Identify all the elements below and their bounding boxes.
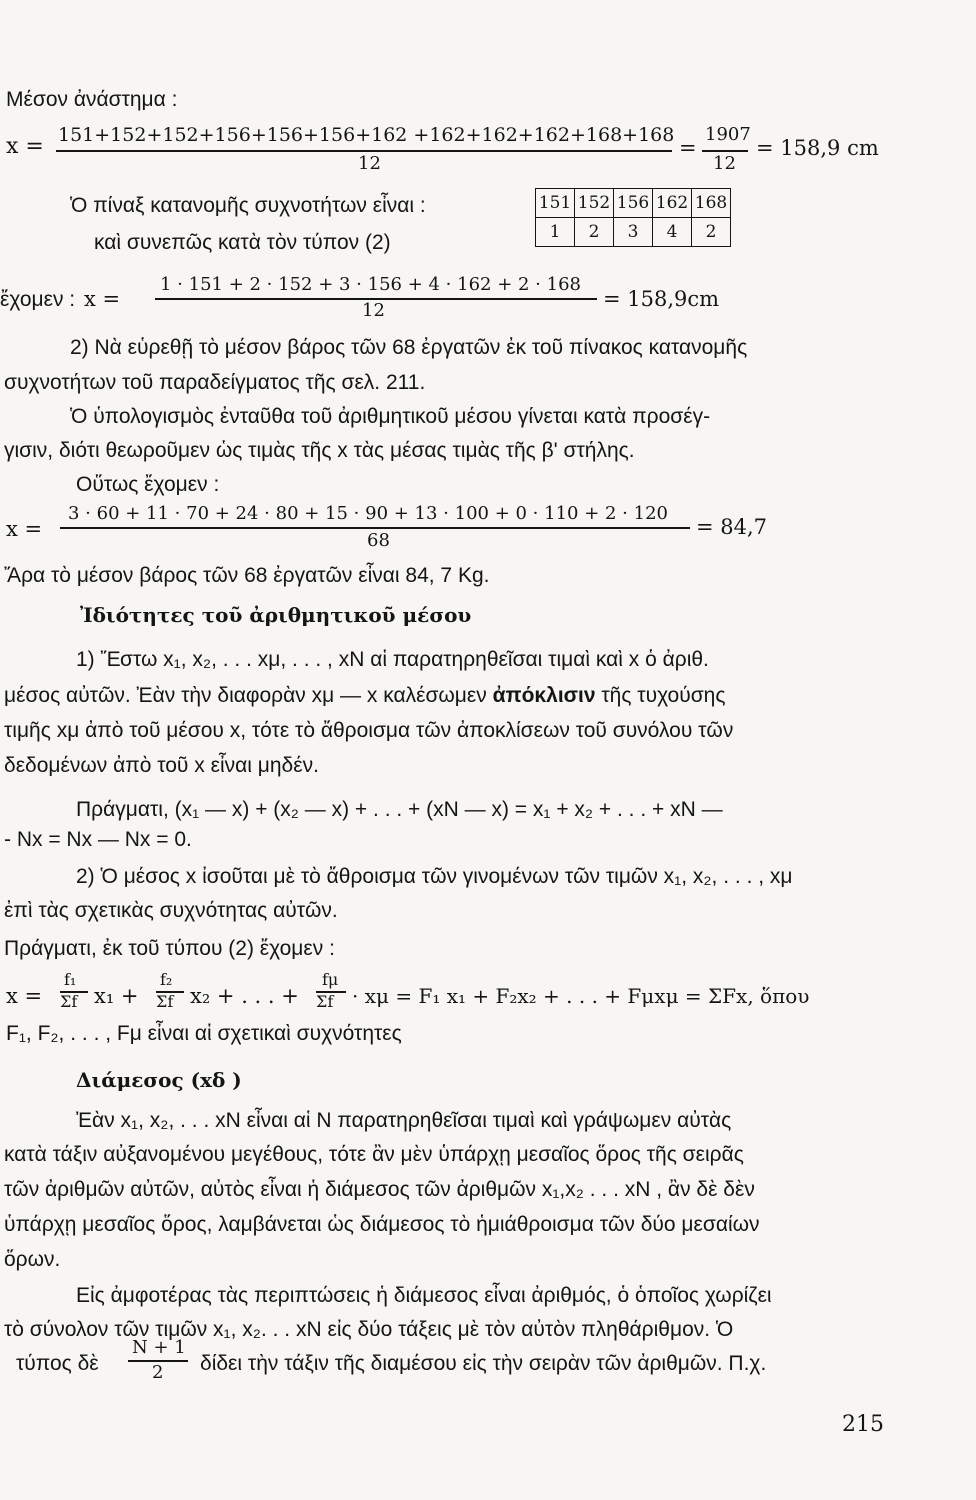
eq2-denominator: 12 — [362, 300, 385, 321]
prop1-line2-a: μέσος αὐτῶν. Ἐὰν τὴν διαφορὰν xμ — x καλέσωμεν — [4, 684, 487, 707]
median-line1: Ἐὰν x₁, x₂, . . . xN εἶναι αἱ N παρατηρηθεῖσαι τιμαὶ καὶ γράψωμεν αὐτὰς — [76, 1109, 732, 1132]
eq4-frac2-num: f₂ — [160, 970, 173, 989]
eq3-bar — [60, 527, 690, 529]
median-line8b: δίδει τὴν τάξιν τῆς διαμέσου εἰς τὴν σειρὰν τῶν ἀριθμῶν. Π.χ. — [200, 1352, 767, 1375]
eq4-frac1-num: f₁ — [64, 970, 77, 989]
table-cell: 4 — [653, 218, 692, 247]
median-line2: κατὰ τάξιν αὐξανομένου μεγέθους, τότε ἂν μὲν ὑπάρχῃ μεσαῖος ὅρος τῆς σειρᾶς — [4, 1143, 744, 1166]
table-intro-2: καὶ συνεπῶς κατὰ τὸν τύπον (2) — [94, 231, 391, 254]
eq1-frac2-den: 12 — [713, 153, 736, 174]
result-line: Ἄρα τὸ μέσον βάρος τῶν 68 ἐργατῶν εἶναι 84, 7 Kg. — [4, 564, 490, 587]
para3-line1: Ὁ ὑπολογισμὸς ἐνταῦθα τοῦ ἀριθμητικοῦ μέσου γίνεται κατὰ προσέγ- — [70, 405, 711, 428]
page-number: 215 — [842, 1412, 884, 1437]
prop2-line3: Πράγματι, ἐκ τοῦ τύπου (2) ἔχομεν : — [4, 937, 335, 960]
eq4-frac3-den: Σf — [316, 992, 334, 1011]
para3-line3: Οὕτως ἔχομεν : — [76, 473, 220, 496]
heading-mean: Μέσον ἀνάστημα : — [6, 88, 178, 111]
para3-line2: γισιν, διότι θεωροῦμεν ὡς τιμὰς τῆς x τὰς μέσας τιμὰς τῆς β' στήλης. — [4, 439, 635, 462]
eq1-bar — [56, 150, 672, 152]
eq1-denominator: 12 — [358, 153, 381, 174]
median-line5: ὅρων. — [4, 1248, 61, 1271]
para2-line1: 2) Νὰ εὑρεθῇ τὸ μέσον βάρος τῶν 68 ἐργατῶν ἐκ τοῦ πίνακος κατανομῆς — [70, 336, 748, 359]
eq4-frac1-den: Σf — [60, 992, 78, 1011]
median-line6: Εἰς ἀμφοτέρας τὰς περιπτώσεις ἡ διάμεσος εἶναι ἀριθμός, ὁ ὁποῖος χωρίζει — [76, 1284, 772, 1307]
eq4-term1: x₁ + — [94, 984, 139, 1008]
prop2-line5: F₁, F₂, . . . , Fμ εἶναι αἱ σχετικαὶ συχνότητες — [6, 1022, 402, 1045]
table-cell: 2 — [575, 218, 614, 247]
table-cell: 156 — [614, 189, 653, 218]
eq3-numerator: 3 · 60 + 11 · 70 + 24 · 80 + 15 · 90 + 13 · 100 + 0 · 110 + 2 · 120 — [68, 503, 668, 524]
eq4-term3: · xμ = F₁ x₁ + F₂x₂ + . . . + Fμxμ = ΣFx, ὅπου — [352, 984, 810, 1008]
median-title: Διάμεσος (xδ ) — [76, 1068, 242, 1092]
prop1-line5: Πράγματι, (x₁ — x) + (x₂ — x) + . . . + (xN — x) = x₁ + x₂ + . . . + xN — — [76, 798, 723, 821]
prop1-keyword-deviation: ἀπόκλισιν — [492, 684, 596, 707]
median-line4: ὑπάρχῃ μεσαῖος ὅρος, λαμβάνεται ὡς διάμεσος τὸ ἡμιάθροισμα τῶν δύο μεσαίων — [4, 1213, 760, 1236]
eq2-numerator: 1 · 151 + 2 · 152 + 3 · 156 + 4 · 162 + 2 · 168 — [160, 274, 581, 295]
table-cell: 1 — [536, 218, 575, 247]
eq4-frac2-den: Σf — [156, 992, 174, 1011]
median-line3: τῶν ἀριθμῶν αὐτῶν, αὐτὸς εἶναι ἡ διάμεσος τῶν ἀριθμῶν x₁,x₂ . . . xN , ἂν δὲ δὲν — [4, 1178, 755, 1201]
table-cell: 151 — [536, 189, 575, 218]
median-line7: τὸ σύνολον τῶν τιμῶν x₁, x₂. . . xN εἰς δύο τάξεις μὲ τὸν αὐτὸν πληθάριθμον. Ὁ — [4, 1318, 734, 1341]
table-intro-1: Ὁ πίναξ κατανομῆς συχνοτήτων εἶναι : — [70, 194, 426, 217]
eq4-term2: x₂ + . . . + — [190, 984, 299, 1008]
eq3-lhs: x = — [6, 517, 43, 541]
eq1-lhs: x = — [6, 134, 44, 159]
eq3-denominator: 68 — [367, 530, 390, 551]
median-frac-num: N + 1 — [132, 1337, 186, 1358]
table-cell: 168 — [692, 189, 731, 218]
eq1-equals: = — [679, 136, 697, 160]
eq4-frac3-num: fμ — [322, 970, 339, 989]
section-title: Ἰδιότητες τοῦ ἀριθμητικοῦ μέσου — [80, 603, 472, 627]
eq3-result: = 84,7 — [696, 515, 768, 539]
eq1-numerator: 151+152+152+156+156+156+162 +162+162+162+168+168 — [58, 124, 675, 146]
eq4-lhs: x = — [6, 984, 43, 1008]
prop2-line2: ἐπὶ τὰς σχετικὰς συχνότητας αὐτῶν. — [4, 899, 338, 922]
prop1-line4: δεδομένων ἀπὸ τοῦ x εἶναι μηδέν. — [4, 754, 319, 777]
table-cell: 3 — [614, 218, 653, 247]
prop1-line2-c: τῆς τυχούσης — [601, 684, 726, 707]
prop1-line2 — [4, 684, 725, 708]
prop1-line3: τιμῆς xμ ἀπὸ τοῦ μέσου x, τότε τὸ ἄθροισμα τῶν ἀποκλίσεων τοῦ συνόλου τῶν — [4, 719, 734, 742]
table-cell: 2 — [692, 218, 731, 247]
table-cell: 162 — [653, 189, 692, 218]
para2-line2: συχνοτήτων τοῦ παραδείγματος τῆς σελ. 211. — [4, 371, 426, 394]
eq2-prefix: ἔχομεν : — [0, 288, 76, 311]
table-row-counts — [536, 218, 731, 247]
prop2-line1: 2) Ὁ μέσος x ἰσοῦται μὲ τὸ ἄθροισμα τῶν γινομένων τῶν τιμῶν x₁, x₂, . . . , xμ — [76, 865, 793, 888]
frequency-table — [535, 188, 731, 247]
eq2-lhs: x = — [84, 287, 121, 311]
eq1-frac2-num: 1907 — [705, 124, 751, 145]
eq1-frac2-bar — [702, 150, 748, 152]
eq1-result: = 158,9 cm — [756, 136, 879, 160]
prop1-line1: 1) Ἔστω x₁, x₂, . . . xμ, . . . , xN αἱ παρατηρηθεῖσαι τιμαὶ καὶ x ὁ ἀριθ. — [76, 648, 709, 671]
median-frac-den: 2 — [152, 1362, 164, 1383]
eq2-result: = 158,9cm — [603, 287, 720, 311]
table-row-values — [536, 189, 731, 218]
median-line8a: τύπος δὲ — [16, 1352, 99, 1375]
prop1-line6: - Nx = Nx — Nx = 0. — [4, 828, 192, 851]
table-cell: 152 — [575, 189, 614, 218]
